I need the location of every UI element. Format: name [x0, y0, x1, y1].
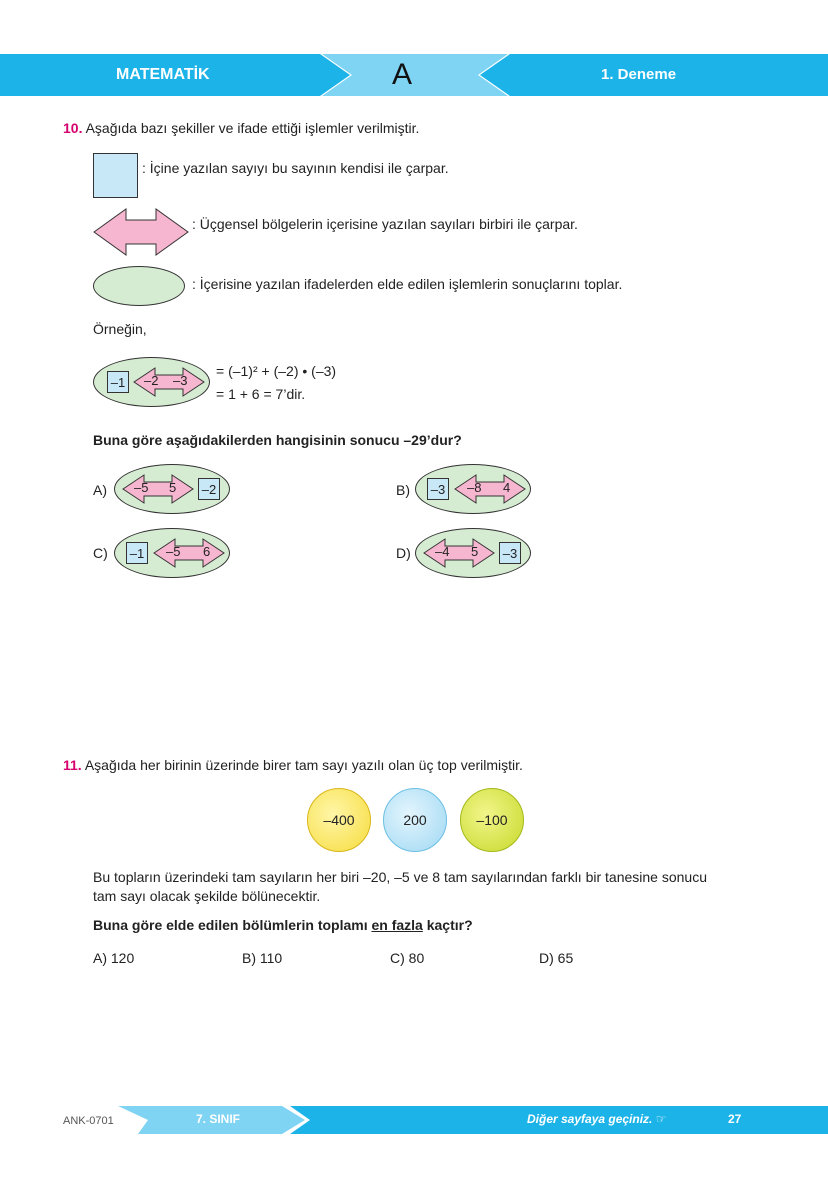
choice-a-label: A)	[93, 950, 107, 966]
option-d-left: –4	[435, 544, 450, 559]
option-b-label[interactable]: B)	[396, 482, 410, 498]
ball-3-value: –100	[476, 812, 508, 828]
prompt-text-end: kaçtır?	[422, 917, 473, 933]
square-description: : İçine yazılan sayıyı bu sayının kendisi ile çarpar.	[142, 160, 449, 176]
question-11	[63, 757, 523, 773]
example-right-value: –3	[173, 373, 188, 388]
option-a-figure[interactable]	[114, 464, 230, 514]
question-10-prompt: Buna göre aşağıdakilerden hangisinin sonucu –29’dur?	[93, 432, 462, 448]
option-d-label[interactable]: D)	[396, 545, 411, 561]
pointing-hand-icon: ☞	[655, 1112, 667, 1126]
legend-ellipse	[93, 266, 185, 306]
choice-d-label: D)	[539, 950, 554, 966]
option-b-arrow	[454, 474, 526, 504]
question-11-prompt	[93, 917, 473, 933]
option-a-right: 5	[169, 480, 177, 495]
option-a-left: –5	[134, 480, 149, 495]
option-d-arrow	[423, 538, 495, 568]
exam-title: 1. Deneme	[601, 66, 677, 83]
ball-3	[460, 788, 524, 852]
choice-a-value: 120	[110, 950, 135, 966]
choice-d-value: 65	[557, 950, 574, 966]
question-number: 11.	[63, 757, 82, 773]
option-c-square-value: –1	[129, 545, 145, 561]
option-a-square	[198, 478, 220, 500]
option-b-right: 4	[503, 480, 511, 495]
legend-double-arrow	[93, 208, 189, 256]
option-c-label[interactable]: C)	[93, 545, 108, 561]
question-intro: Aşağıda bazı şekiller ve ifade ettiği işlemler verilmiştir.	[85, 120, 420, 136]
option-a-square-value: –2	[201, 481, 217, 497]
option-a-label[interactable]: A)	[93, 482, 107, 498]
page-number: 27	[728, 1112, 742, 1126]
next-page-text: Diğer sayfaya geçiniz.	[527, 1112, 653, 1126]
footer-code: ANK-0701	[63, 1115, 114, 1127]
example-square-value: –1	[110, 374, 126, 390]
choice-b-value: 110	[259, 950, 283, 966]
option-c-figure[interactable]	[114, 528, 230, 578]
choice-d[interactable]	[539, 950, 573, 966]
footer-banner	[0, 1100, 828, 1140]
option-b-figure[interactable]	[415, 464, 531, 514]
question-11-body-line-2: tam sayı olacak şekilde bölünecektir.	[93, 888, 321, 904]
option-c-arrow	[153, 538, 225, 568]
booklet-letter: A	[392, 58, 413, 91]
option-b-square	[427, 478, 449, 500]
prompt-emphasis: en fazla	[371, 917, 423, 933]
example-line-2: = 1 + 6 = 7’dir.	[216, 386, 306, 402]
question-number: 10.	[63, 120, 83, 136]
option-d-figure[interactable]	[415, 528, 531, 578]
example-label: Örneğin,	[93, 321, 147, 337]
question-11-body-line-1: Bu topların üzerindeki tam sayıların her biri –20, –5 ve 8 tam sayılarından farklı bir tanesine sonucu	[93, 869, 707, 885]
ellipse-description: : İçerisine yazılan ifadelerden elde edilen işlemlerin sonuçlarını toplar.	[192, 276, 623, 292]
choice-c[interactable]	[390, 950, 424, 966]
ball-1	[307, 788, 371, 852]
choice-c-value: 80	[408, 950, 425, 966]
choice-a[interactable]	[93, 950, 134, 966]
legend-square	[93, 153, 138, 198]
option-d-square-value: –3	[502, 545, 518, 561]
choice-c-label: C)	[390, 950, 405, 966]
option-c-left: –5	[166, 544, 181, 559]
option-c-right: 6	[203, 544, 211, 559]
option-b-left: –8	[467, 480, 482, 495]
choice-b-label: B)	[242, 950, 256, 966]
footer-grade: 7. SINIF	[196, 1112, 241, 1126]
subject-title: MATEMATİK	[116, 66, 210, 83]
option-d-square	[499, 542, 521, 564]
ball-2	[383, 788, 447, 852]
choice-b[interactable]	[242, 950, 282, 966]
example-square	[107, 371, 129, 393]
prompt-text: Buna göre elde edilen bölümlerin toplamı	[93, 917, 372, 933]
option-b-square-value: –3	[430, 481, 446, 497]
ball-1-value: –400	[323, 812, 355, 828]
option-a-arrow	[122, 474, 194, 504]
question-intro: Aşağıda her birinin üzerinde birer tam sayı yazılı olan üç top verilmiştir.	[84, 757, 523, 773]
ball-2-value: 200	[403, 812, 427, 828]
footer-next-page[interactable]	[527, 1112, 667, 1126]
arrow-description: : Üçgensel bölgelerin içerisine yazılan sayıları birbiri ile çarpar.	[192, 216, 578, 232]
question-10	[63, 120, 419, 136]
example-line-1: = (–1)² + (–2) • (–3)	[216, 363, 337, 379]
example-figure	[93, 357, 210, 407]
option-d-right: 5	[471, 544, 479, 559]
header-banner	[0, 0, 828, 110]
example-left-value: –2	[144, 373, 159, 388]
option-c-square	[126, 542, 148, 564]
